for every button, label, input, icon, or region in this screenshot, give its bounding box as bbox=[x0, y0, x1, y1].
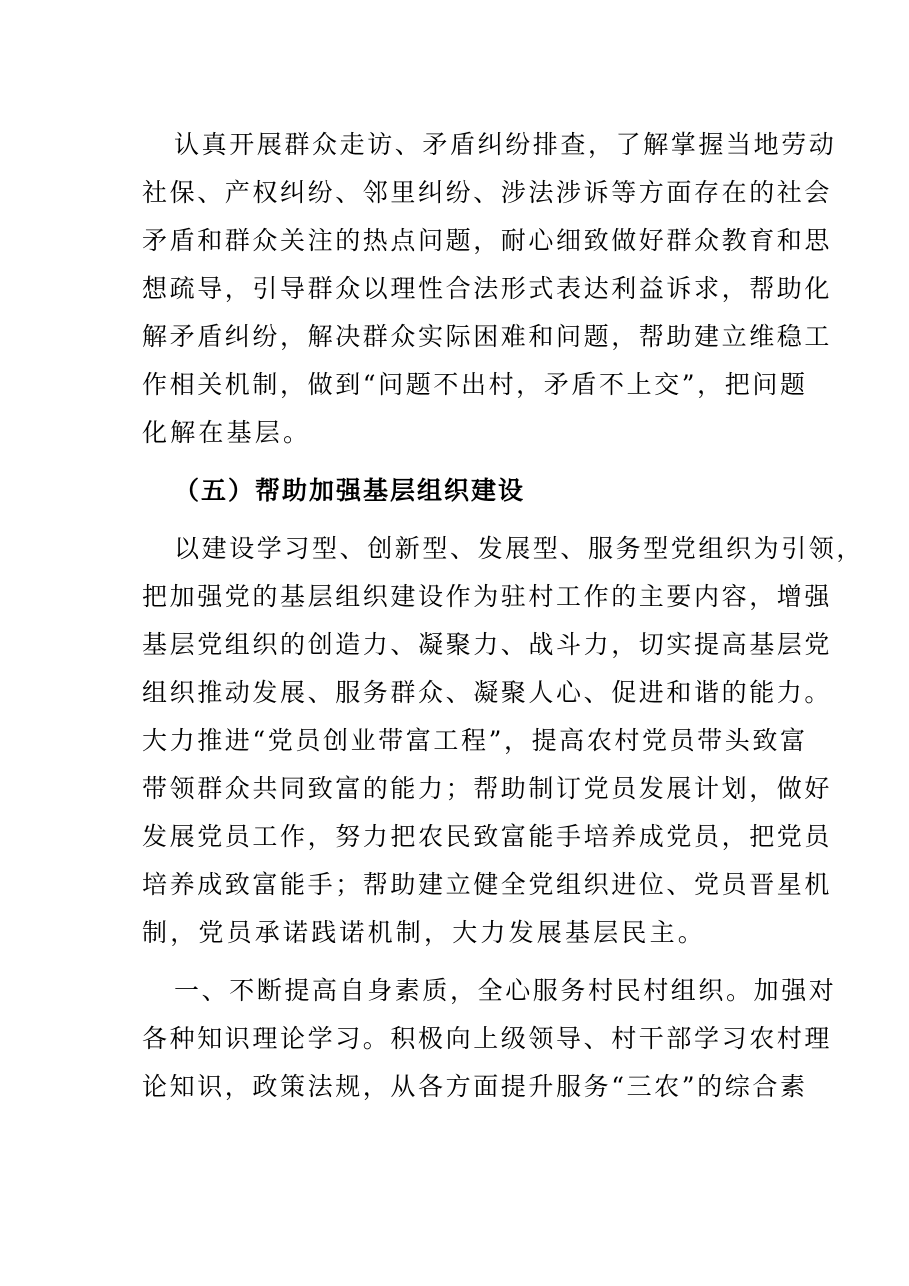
text-line: 论知识，政策法规，从各方面提升服务“三农”的综合素 bbox=[142, 1072, 808, 1101]
text-line: 带领群众共同致富的能力；帮助制订党员发展计划，做好 bbox=[142, 774, 833, 803]
text-line: 组织推动发展、服务群众、凝聚人心、促进和谐的能力。 bbox=[142, 678, 833, 707]
text-line: 大力推进“党员创业带富工程”，提高农村党员带头致富 bbox=[142, 726, 808, 755]
text-line: 各种知识理论学习。积极向上级领导、村干部学习农村理 bbox=[142, 1024, 833, 1053]
text-line: 化解在基层。 bbox=[142, 418, 312, 447]
text-line: 社保、产权纠纷、邻里纠纷、涉法涉诉等方面存在的社会 bbox=[142, 178, 833, 207]
text-line: 想疏导，引导群众以理性合法形式表达利益诉求，帮助化 bbox=[142, 274, 833, 303]
text-line: 矛盾和群众关注的热点问题，耐心细致做好群众教育和思 bbox=[142, 226, 833, 255]
text-line: 认真开展群众走访、矛盾纠纷排查，了解掌握当地劳动 bbox=[174, 130, 837, 159]
text-line: 作相关机制，做到“问题不出村，矛盾不上交”，把问题 bbox=[142, 370, 808, 399]
text-line: 发展党员工作，努力把农民致富能手培养成党员，把党员 bbox=[142, 822, 833, 851]
text-line: 以建设学习型、创新型、发展型、服务型党组织为引领， bbox=[174, 534, 865, 563]
text-line: 一、不断提高自身素质，全心服务村民村组织。加强对 bbox=[174, 976, 837, 1005]
text-line: 制，党员承诺践诺机制，大力发展基层民主。 bbox=[142, 918, 707, 947]
text-line: 培养成致富能手；帮助建立健全党组织进位、党员晋星机 bbox=[142, 870, 833, 899]
text-line: 把加强党的基层组织建设作为驻村工作的主要内容，增强 bbox=[142, 582, 833, 611]
text-line: 解矛盾纠纷，解决群众实际困难和问题，帮助建立维稳工 bbox=[142, 322, 833, 351]
text-line: 基层党组织的创造力、凝聚力、战斗力，切实提高基层党 bbox=[142, 630, 833, 659]
section-heading: （五）帮助加强基层组织建设 bbox=[174, 476, 526, 505]
